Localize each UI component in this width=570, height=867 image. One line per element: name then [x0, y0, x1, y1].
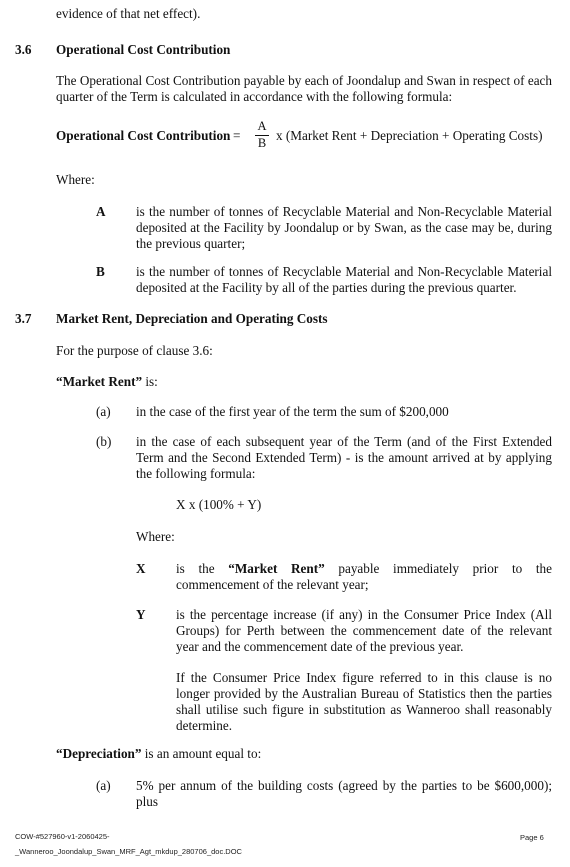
depreciation-term: “Depreciation”	[56, 746, 142, 761]
depreciation-item-text-a: 5% per annum of the building costs (agreed by the parties to be $600,000); plus	[136, 778, 552, 809]
definition-term-y: Y	[136, 607, 146, 622]
fraction-numerator: A	[257, 119, 267, 133]
formula-label: Operational Cost Contribution	[56, 128, 231, 143]
market-rent-term: “Market Rent”	[56, 374, 143, 389]
definition-text-y: is the percentage increase (if any) in the Consumer Price Index (All Groups) for Perth between the commencement date of the relevant year and the commencement date of the previous year.	[176, 607, 552, 654]
market-rent-heading	[56, 374, 158, 390]
market-rent-suffix: is:	[142, 374, 158, 389]
item-label-a: (a)	[96, 404, 111, 419]
depreciation-suffix: is an amount equal to:	[141, 746, 262, 761]
item-text-b: in the case of each subsequent year of the Term (and of the First Extended Term and the Second Extended Term) - is the amount arrived at by applying the following formula:	[136, 434, 552, 481]
depreciation-item-label-a: (a)	[96, 778, 111, 793]
formula-fraction	[255, 120, 269, 150]
definition-text-b: is the number of tonnes of Recyclable Material and Non-Recyclable Material deposited at the Facility by all of the parties during the previous quarter.	[136, 264, 552, 295]
item-label-b: (b)	[96, 434, 112, 449]
depreciation-heading	[56, 746, 261, 762]
section-title-3-6: Operational Cost Contribution	[56, 42, 231, 57]
footer-doc-line-1: COW-#527960-v1-2060425-	[15, 832, 110, 841]
section-number-3-6: 3.6	[15, 42, 32, 57]
footer-doc-line-2: _Wanneroo_Joondalup_Swan_MRF_Agt_mkdup_280706_doc.DOC	[15, 847, 242, 856]
section-title-3-7: Market Rent, Depreciation and Operating Costs	[56, 311, 328, 326]
market-rent-formula: X x (100% + Y)	[176, 497, 262, 512]
continued-text: evidence of that net effect).	[56, 6, 201, 21]
definition-text-a: is the number of tonnes of Recyclable Material and Non-Recyclable Material deposited at the Facility by Joondalup or by Swan, as the case may be, during the previous quarter;	[136, 204, 552, 251]
section-number-3-7: 3.7	[15, 311, 32, 326]
definition-term-x: X	[136, 561, 146, 576]
definition-text-x: is the “Market Rent” payable immediately prior to the commencement of the relevant year;	[176, 561, 552, 592]
cpi-note: If the Consumer Price Index figure referred to in this clause is no longer provided by the Australian Bureau of Statistics then the parties shall utilise such figure in substitution as Wanneroo shall reasonably determine.	[176, 670, 552, 733]
where-label: Where:	[56, 172, 95, 187]
fraction-denominator: B	[257, 136, 267, 150]
formula-equals: =	[233, 128, 241, 143]
footer-page-number: Page 6	[520, 833, 544, 842]
section-3-7-intro: For the purpose of clause 3.6:	[56, 343, 213, 358]
section-3-6-body: The Operational Cost Contribution payable by each of Joondalup and Swan in respect of each quarter of the Term is calculated in accordance with the following formula:	[56, 73, 552, 104]
where-label-2: Where:	[136, 529, 175, 544]
definition-term-a: A	[96, 204, 106, 219]
footer-doc-reference	[15, 832, 242, 857]
definition-term-b: B	[96, 264, 105, 279]
item-text-a: in the case of the first year of the term the sum of $200,000	[136, 404, 449, 419]
formula-rest: x (Market Rent + Depreciation + Operating Costs)	[276, 128, 543, 143]
